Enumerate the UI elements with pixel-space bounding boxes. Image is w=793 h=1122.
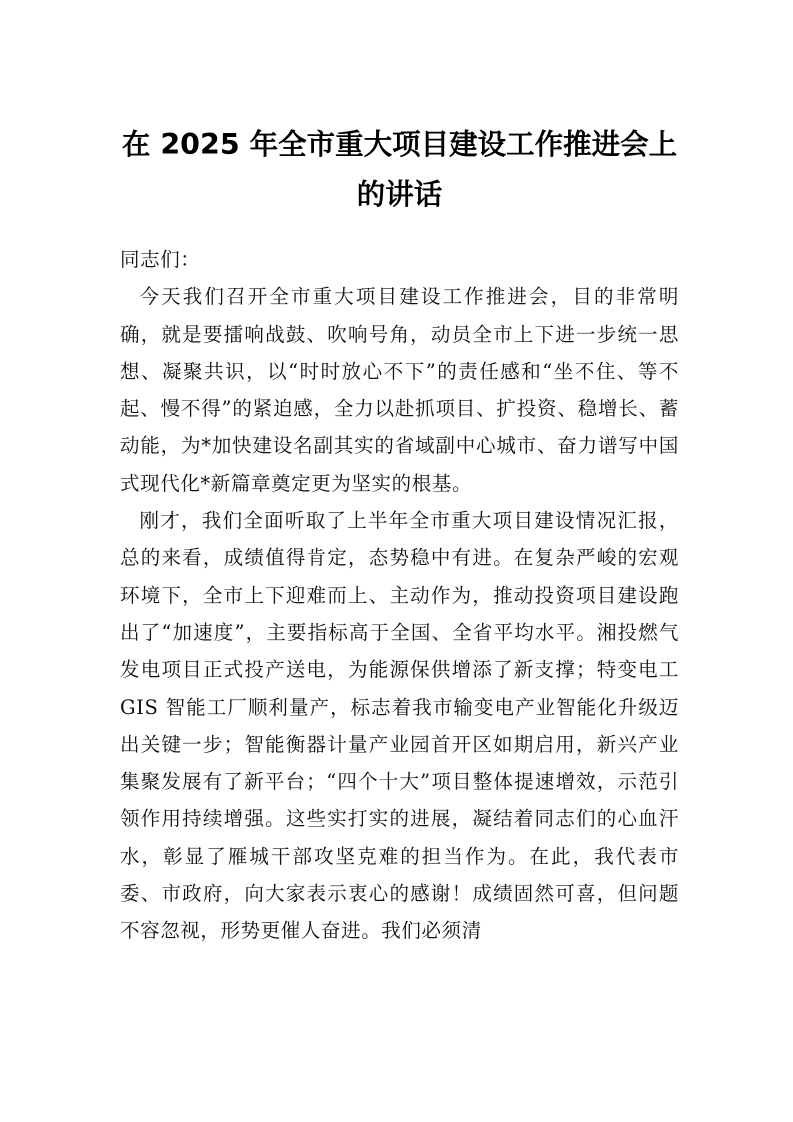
paragraph-2: 刚才，我们全面听取了上半年全市重大项目建设情况汇报，总的来看，成绩值得肯定，态势稳中有进。在复杂严峻的宏观环境下，全市上下迎难而上、主动作为，推动投资项目建设跑出了“加速度”，主要指标高于全国、全省平均水平。湘投燃气发电项目正式投产送电，为能源保供增添了新支撑；特变电工 GIS 智能工厂顺利量产，标志着我市输变电产业智能化升级迈出关键一步；智能衡器计量产业园首开区如期启用，新兴产业集聚发展有了新平台；“四个十大”项目整体提速增效，示范引领作用持续增强。这些实打实的进展，凝结着同志们的心血汗水，彰显了雁城干部攻坚克难的担当作为。在此，我代表市委、市政府，向大家表示衷心的感谢！成绩固然可喜，但问题不容忽视，形势更催人奋进。我们必须清 — [120, 509, 679, 943]
title-line-2: 的讲话 — [356, 178, 443, 211]
salutation: 同志们： — [120, 248, 201, 271]
document-body — [120, 241, 679, 950]
document-title — [120, 120, 679, 220]
paragraph-1: 今天我们召开全市重大项目建设工作推进会，目的非常明确，就是要擂响战鼓、吹响号角，动员全市上下进一步统一思想、凝聚共识，以“时时放心不下”的责任感和“坐不住、等不起、慢不得”的紧迫感，全力以赴抓项目、扩投资、稳增长、蓄动能，为*加快建设名副其实的省域副中心城市、奋力谱写中国式现代化*新篇章奠定更为坚实的根基。 — [120, 285, 679, 495]
title-line-1: 在 2025 年全市重大项目建设工作推进会上 — [121, 128, 678, 161]
